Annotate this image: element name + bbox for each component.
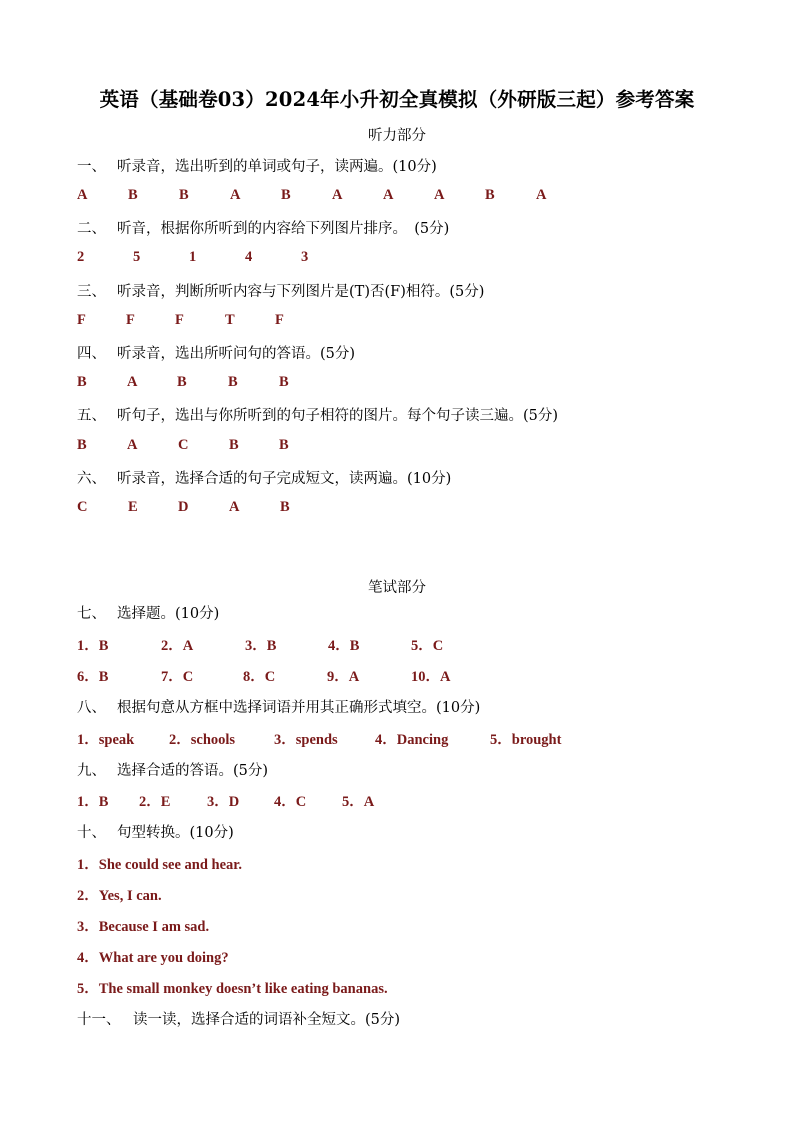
- answer: 1．speak: [77, 732, 135, 748]
- page-title: 英语（基础卷03）2024年小升初全真模拟（外研版三起）参考答案: [99, 88, 695, 111]
- answer: E: [128, 499, 138, 515]
- listening-section-heading: 听力部分: [368, 128, 426, 144]
- answer: 6．B: [77, 669, 109, 685]
- answer: B: [77, 374, 87, 390]
- answer: A: [536, 187, 547, 203]
- answer: B: [229, 437, 239, 453]
- answer: F: [77, 312, 86, 328]
- question-text: 根据句意从方框中选择词语并用其正确形式填空。(10分): [117, 700, 481, 716]
- question-number: 四、: [77, 346, 106, 362]
- answer: A: [229, 499, 240, 515]
- question-11: [77, 1008, 400, 1029]
- question-3: [77, 280, 484, 301]
- answer: A: [230, 187, 241, 203]
- answer: 5．A: [342, 794, 375, 810]
- answer: 2．schools: [169, 732, 236, 748]
- answer: 5．brought: [490, 732, 562, 748]
- answer: 5．C: [411, 638, 444, 654]
- answer: C: [77, 499, 88, 515]
- question-text: 听句子，选出与你所听到的句子相符的图片。每个句子读三遍。(5分): [117, 408, 559, 424]
- answer: T: [225, 312, 235, 328]
- question-text: 选择合适的答语。(5分): [117, 763, 269, 779]
- answer: F: [126, 312, 135, 328]
- answer: 1: [189, 249, 197, 265]
- question-number: 十、: [77, 825, 106, 841]
- answer: A: [332, 187, 343, 203]
- answer: 5: [133, 249, 141, 265]
- writing-section-heading: 笔试部分: [368, 580, 426, 596]
- answer-10-2: 2．Yes, I can.: [77, 888, 162, 904]
- question-9: [77, 759, 268, 780]
- answer: 4．B: [328, 638, 360, 654]
- answer: 2: [77, 249, 85, 265]
- answer: A: [77, 187, 88, 203]
- question-5: [77, 404, 558, 425]
- question-number: 七、: [77, 606, 106, 622]
- question-text: 读一读，选择合适的词语补全短文。(5分): [133, 1012, 401, 1028]
- answer: 3．D: [207, 794, 240, 810]
- question-text: 听录音，判断所听内容与下列图片是(T)否(F)相符。(5分): [117, 284, 485, 300]
- question-number: 九、: [77, 763, 106, 779]
- answer: 7．C: [161, 669, 194, 685]
- answer: F: [175, 312, 184, 328]
- answer: D: [178, 499, 189, 515]
- answer: 1．B: [77, 794, 109, 810]
- question-number: 三、: [77, 284, 106, 300]
- answer: 10．A: [411, 669, 451, 685]
- answer: B: [179, 187, 189, 203]
- question-text: 听录音，选择合适的句子完成短文，读两遍。(10分): [117, 471, 452, 487]
- answer: 3．B: [245, 638, 277, 654]
- question-number: 十一、: [77, 1012, 121, 1028]
- question-text: 听音，根据你所听到的内容给下列图片排序。 (5分): [117, 221, 450, 237]
- answer: 3: [301, 249, 309, 265]
- question-7: [77, 602, 219, 623]
- answer: 4．Dancing: [375, 732, 449, 748]
- answer-10-1: 1．She could see and hear.: [77, 857, 243, 873]
- question-number: 五、: [77, 408, 106, 424]
- answer-10-3: 3．Because I am sad.: [77, 919, 210, 935]
- answer: B: [177, 374, 187, 390]
- answer: 9．A: [327, 669, 360, 685]
- answer: 1．B: [77, 638, 109, 654]
- question-text: 听录音，选出听到的单词或句子，读两遍。(10分): [117, 159, 437, 175]
- answer: 4．C: [274, 794, 307, 810]
- question-number: 一、: [77, 159, 106, 175]
- answer: B: [279, 374, 289, 390]
- answer: B: [281, 187, 291, 203]
- answer-10-4: 4．What are you doing?: [77, 950, 229, 966]
- answer: A: [127, 437, 138, 453]
- question-number: 六、: [77, 471, 106, 487]
- question-6: [77, 467, 451, 488]
- answer: 2．A: [161, 638, 194, 654]
- question-4: [77, 342, 355, 363]
- answer: B: [485, 187, 495, 203]
- answer: 3．spends: [274, 732, 338, 748]
- answer: B: [228, 374, 238, 390]
- answer: F: [275, 312, 284, 328]
- question-2: [77, 217, 449, 238]
- answer: B: [280, 499, 290, 515]
- question-8: [77, 696, 480, 717]
- answer: 4: [245, 249, 253, 265]
- answer: C: [178, 437, 189, 453]
- question-10: [77, 821, 234, 842]
- answer: A: [127, 374, 138, 390]
- answer: 2．E: [139, 794, 171, 810]
- answer: B: [128, 187, 138, 203]
- question-text: 句型转换。(10分): [117, 825, 234, 841]
- answer: B: [77, 437, 87, 453]
- answer: B: [279, 437, 289, 453]
- answer: A: [383, 187, 394, 203]
- question-number: 二、: [77, 221, 106, 237]
- answer: 8．C: [243, 669, 276, 685]
- answer-10-5: 5．The small monkey doesn’t like eating bananas.: [77, 981, 388, 997]
- question-text: 听录音，选出所听问句的答语。(5分): [117, 346, 356, 362]
- question-text: 选择题。(10分): [117, 606, 220, 622]
- answer: A: [434, 187, 445, 203]
- question-1: [77, 155, 437, 176]
- question-number: 八、: [77, 700, 106, 716]
